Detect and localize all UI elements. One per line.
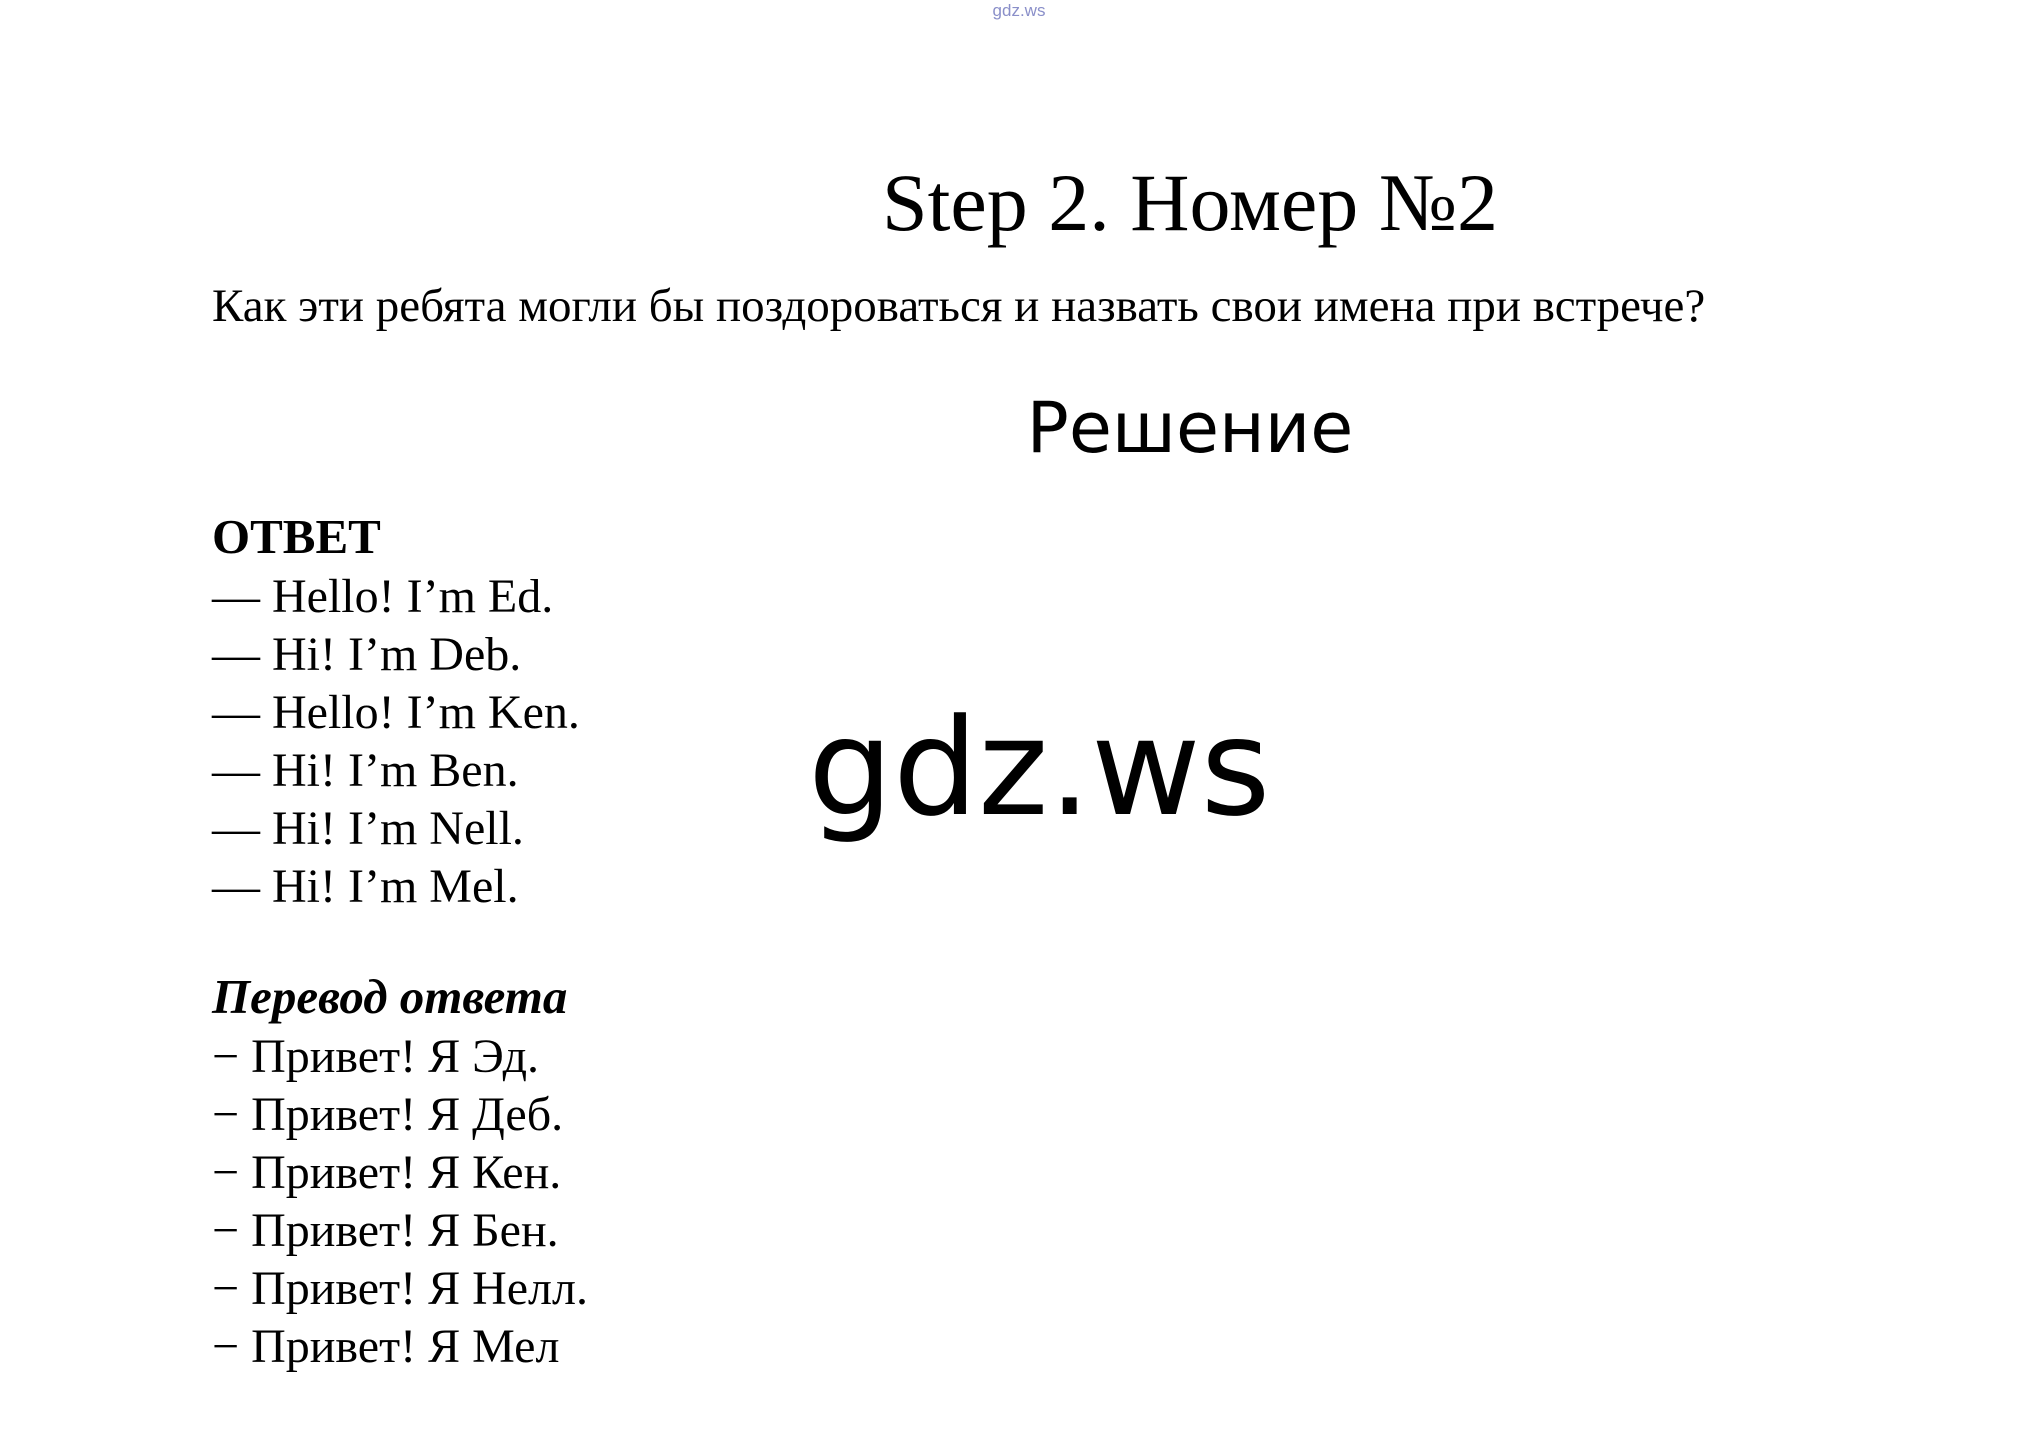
answer-section (212, 506, 580, 916)
translation-heading: Перевод ответа (212, 969, 568, 1024)
solution-heading: Решение (1026, 387, 1354, 469)
answer-line: — Hi! I’m Deb. (212, 628, 522, 681)
translation-line: − Привет! Я Нелл. (212, 1262, 588, 1315)
answer-heading: ОТВЕТ (212, 509, 381, 564)
center-watermark: gdz.ws (808, 690, 1271, 846)
top-watermark: gdz.ws (992, 1, 1046, 20)
translation-line: − Привет! Я Кен. (212, 1146, 562, 1199)
translation-line: − Привет! Я Бен. (212, 1204, 559, 1257)
answer-line: — Hi! I’m Ben. (212, 744, 519, 797)
translation-line: − Привет! Я Деб. (212, 1088, 564, 1141)
translation-line: − Привет! Я Эд. (212, 1030, 539, 1083)
page-title: Step 2. Номер №2 (882, 157, 1498, 248)
answer-line: — Hello! I’m Ed. (212, 570, 554, 623)
answer-line: — Hello! I’m Ken. (212, 686, 580, 739)
translation-line: − Привет! Я Мел (212, 1320, 560, 1373)
answer-line: — Hi! I’m Nell. (212, 802, 524, 855)
question-text: Как эти ребята могли бы поздороваться и назвать свои имена при встрече? (212, 280, 1706, 332)
answer-line: — Hi! I’m Mel. (212, 860, 519, 913)
translation-section (212, 966, 588, 1376)
